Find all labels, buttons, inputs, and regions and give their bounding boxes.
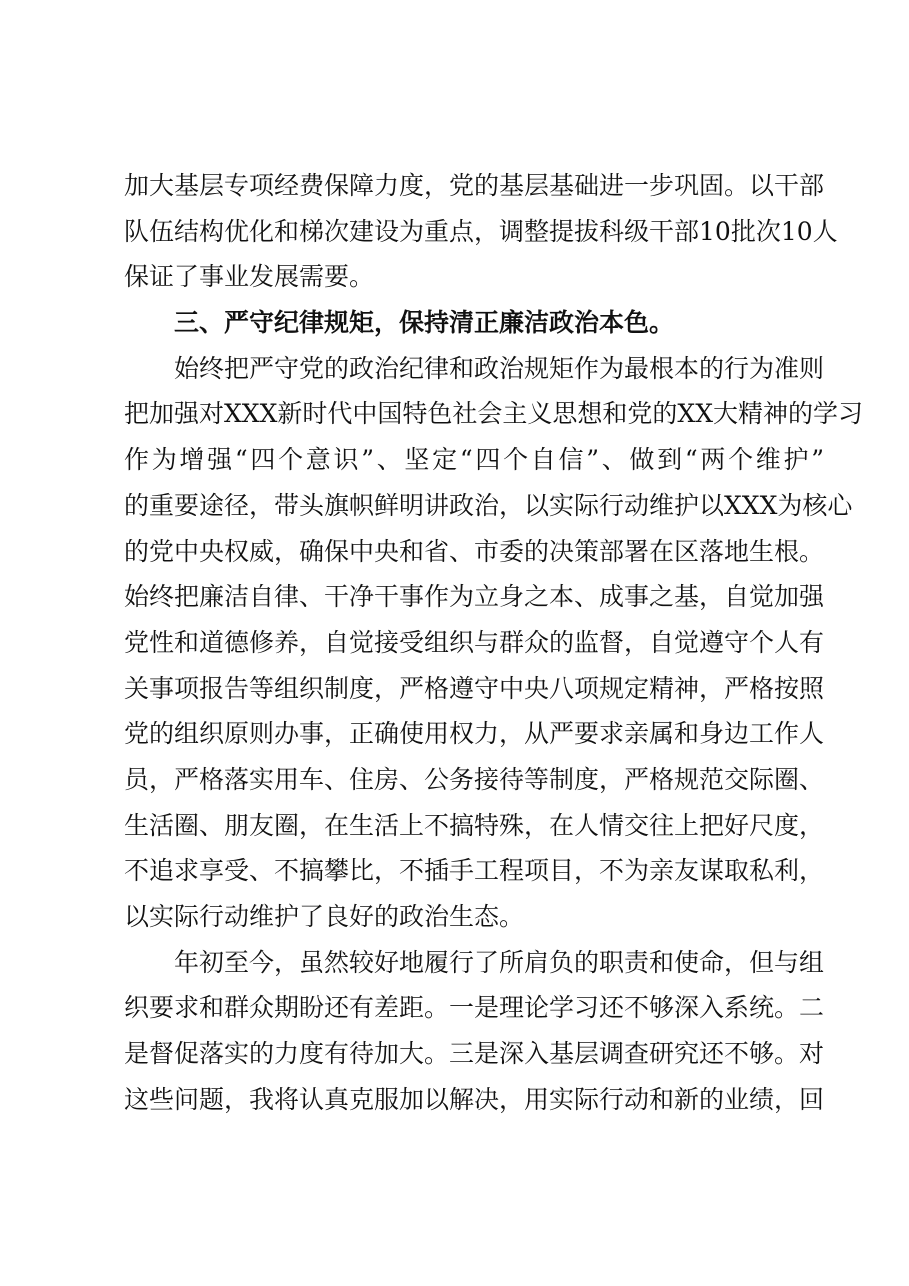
text-line: 始终把廉洁自律、干净干事作为立身之本、成事之基，自觉加强 [124, 582, 825, 612]
text-line: 这些问题，我将认真克服加以解决，用实际行动和新的业绩，回 [124, 1084, 825, 1114]
text-line: 的重要途径，带头旗帜鲜明讲政治，以实际行动维护以XXX为核心 [124, 490, 853, 520]
text-line: 队伍结构优化和梯次建设为重点，调整提拔科级干部10批次10人 [124, 216, 838, 246]
text-line: 作为增强“四个意识”、坚定“四个自信”、做到“两个维护” [124, 445, 824, 475]
text-line: 不追求享受、不搞攀比，不插手工程项目，不为亲友谋取私利， [124, 856, 825, 886]
text-line: 关事项报告等组织制度，严格遵守中央八项规定精神，严格按照 [124, 673, 825, 703]
text-line: 生活圈、朋友圈，在生活上不搞特殊，在人情交往上把好尺度， [124, 810, 825, 840]
text-line: 以实际行动维护了良好的政治生态。 [124, 902, 525, 931]
text-line: 把加强对XXX新时代中国特色社会主义思想和党的XX大精神的学习 [124, 399, 863, 429]
document-body [124, 163, 863, 1122]
text-line: 始终把严守党的政治纪律和政治规矩作为最根本的行为准则 [174, 353, 825, 383]
text-line: 保证了事业发展需要。 [124, 262, 375, 292]
text-line: 织要求和群众期盼还有差距。一是理论学习还不够深入系统。二 [124, 993, 825, 1023]
text-line: 是督促落实的力度有待加大。三是深入基层调查研究还不够。对 [124, 1039, 825, 1069]
text-line: 员，严格落实用车、住房、公务接待等制度，严格规范交际圈、 [124, 764, 825, 794]
text-line: 党的组织原则办事，正确使用权力，从严要求亲属和身边工作人 [124, 719, 825, 749]
section-heading: 三、严守纪律规矩，保持清正廉洁政治本色。 [174, 308, 675, 338]
text-line: 年初至今，虽然较好地履行了所肩负的职责和使命，但与组 [174, 947, 825, 977]
text-line: 的党中央权威，确保中央和省、市委的决策部署在区落地生根。 [124, 536, 825, 566]
text-line: 党性和道德修养，自觉接受组织与群众的监督，自觉遵守个人有 [124, 627, 825, 657]
text-line: 加大基层专项经费保障力度，党的基层基础进一步巩固。以干部 [124, 171, 825, 200]
